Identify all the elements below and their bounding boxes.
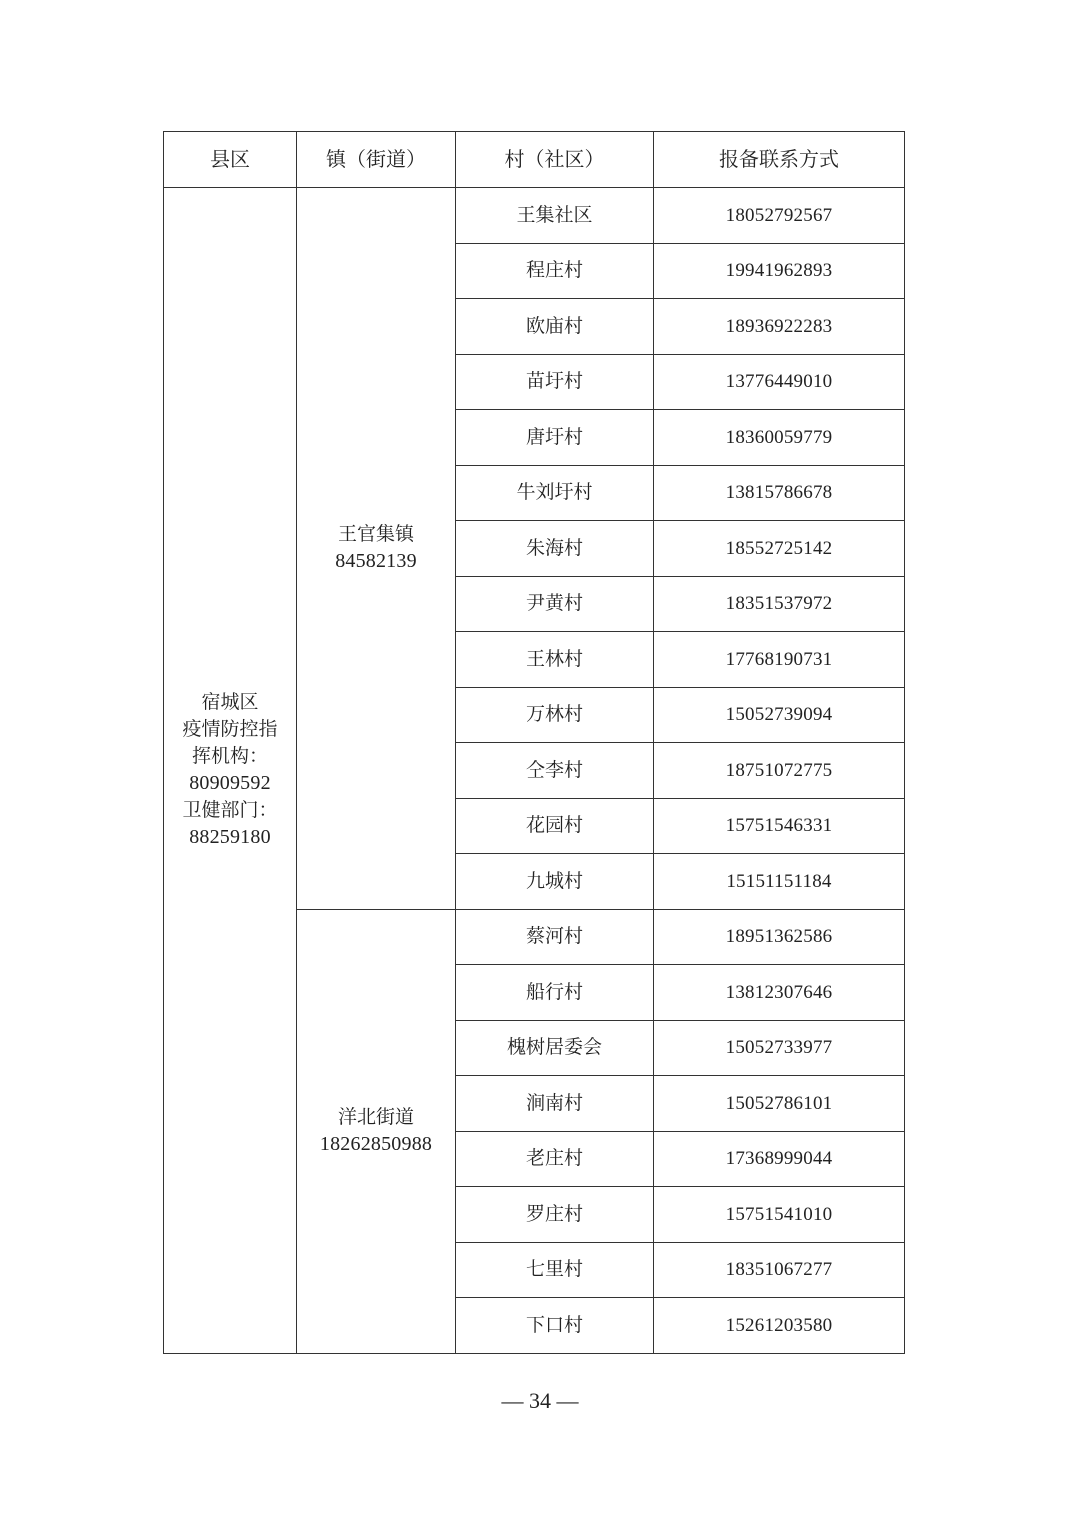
village-name: 老庄村 <box>456 1131 654 1187</box>
table-row <box>164 188 905 244</box>
village-phone: 19941962893 <box>654 243 905 299</box>
county-command-phone: 80909592 <box>189 772 271 795</box>
village-name: 欧庙村 <box>456 299 654 355</box>
table-header-row <box>164 132 905 188</box>
village-phone: 17368999044 <box>654 1131 905 1187</box>
town-phone: 84582139 <box>335 550 417 573</box>
village-phone: 15751546331 <box>654 798 905 854</box>
village-phone: 18360059779 <box>654 410 905 466</box>
village-name: 尹黄村 <box>456 576 654 632</box>
header-village: 村（社区） <box>456 132 654 188</box>
village-phone: 15261203580 <box>654 1298 905 1354</box>
village-phone: 18936922283 <box>654 299 905 355</box>
village-phone: 18552725142 <box>654 521 905 577</box>
header-county: 县区 <box>164 132 297 188</box>
village-name: 涧南村 <box>456 1076 654 1132</box>
village-name: 牛刘圩村 <box>456 465 654 521</box>
village-name: 船行村 <box>456 965 654 1021</box>
village-phone: 13776449010 <box>654 354 905 410</box>
village-name: 程庄村 <box>456 243 654 299</box>
town-cell <box>297 909 456 1353</box>
village-name: 七里村 <box>456 1242 654 1298</box>
village-phone: 13812307646 <box>654 965 905 1021</box>
county-health-label: 卫健部门： <box>182 799 278 822</box>
county-name: 宿城区 <box>201 691 259 714</box>
county-health-phone: 88259180 <box>189 826 271 849</box>
village-phone: 15052733977 <box>654 1020 905 1076</box>
village-name: 万林村 <box>456 687 654 743</box>
village-phone: 18052792567 <box>654 188 905 244</box>
header-contact: 报备联系方式 <box>654 132 905 188</box>
village-name: 九城村 <box>456 854 654 910</box>
village-phone: 15052786101 <box>654 1076 905 1132</box>
header-town: 镇（街道） <box>297 132 456 188</box>
village-name: 下口村 <box>456 1298 654 1354</box>
village-phone: 15751541010 <box>654 1187 905 1243</box>
town-phone: 18262850988 <box>319 1133 433 1155</box>
village-name: 仝李村 <box>456 743 654 799</box>
village-phone: 18951362586 <box>654 909 905 965</box>
contact-table <box>163 131 905 1354</box>
village-phone: 17768190731 <box>654 632 905 688</box>
village-name: 花园村 <box>456 798 654 854</box>
page-number: — 34 — <box>501 1388 579 1413</box>
village-name: 王集社区 <box>456 188 654 244</box>
village-phone: 18351067277 <box>654 1242 905 1298</box>
village-name: 朱海村 <box>456 521 654 577</box>
village-phone: 13815786678 <box>654 465 905 521</box>
town-name: 王官集镇 <box>337 523 414 546</box>
village-name: 王林村 <box>456 632 654 688</box>
village-phone: 15151151184 <box>654 854 905 910</box>
county-command-label: 疫情防控指 <box>182 718 278 741</box>
town-cell <box>297 188 456 910</box>
village-phone: 15052739094 <box>654 687 905 743</box>
village-phone: 18351537972 <box>654 576 905 632</box>
town-name: 洋北街道 <box>337 1106 414 1128</box>
county-command-label-cont: 挥机构： <box>191 745 268 768</box>
village-name: 苗圩村 <box>456 354 654 410</box>
village-phone: 18751072775 <box>654 743 905 799</box>
village-name: 罗庄村 <box>456 1187 654 1243</box>
village-name: 槐树居委会 <box>456 1020 654 1076</box>
county-cell <box>164 188 297 1354</box>
village-name: 蔡河村 <box>456 909 654 965</box>
village-name: 唐圩村 <box>456 410 654 466</box>
